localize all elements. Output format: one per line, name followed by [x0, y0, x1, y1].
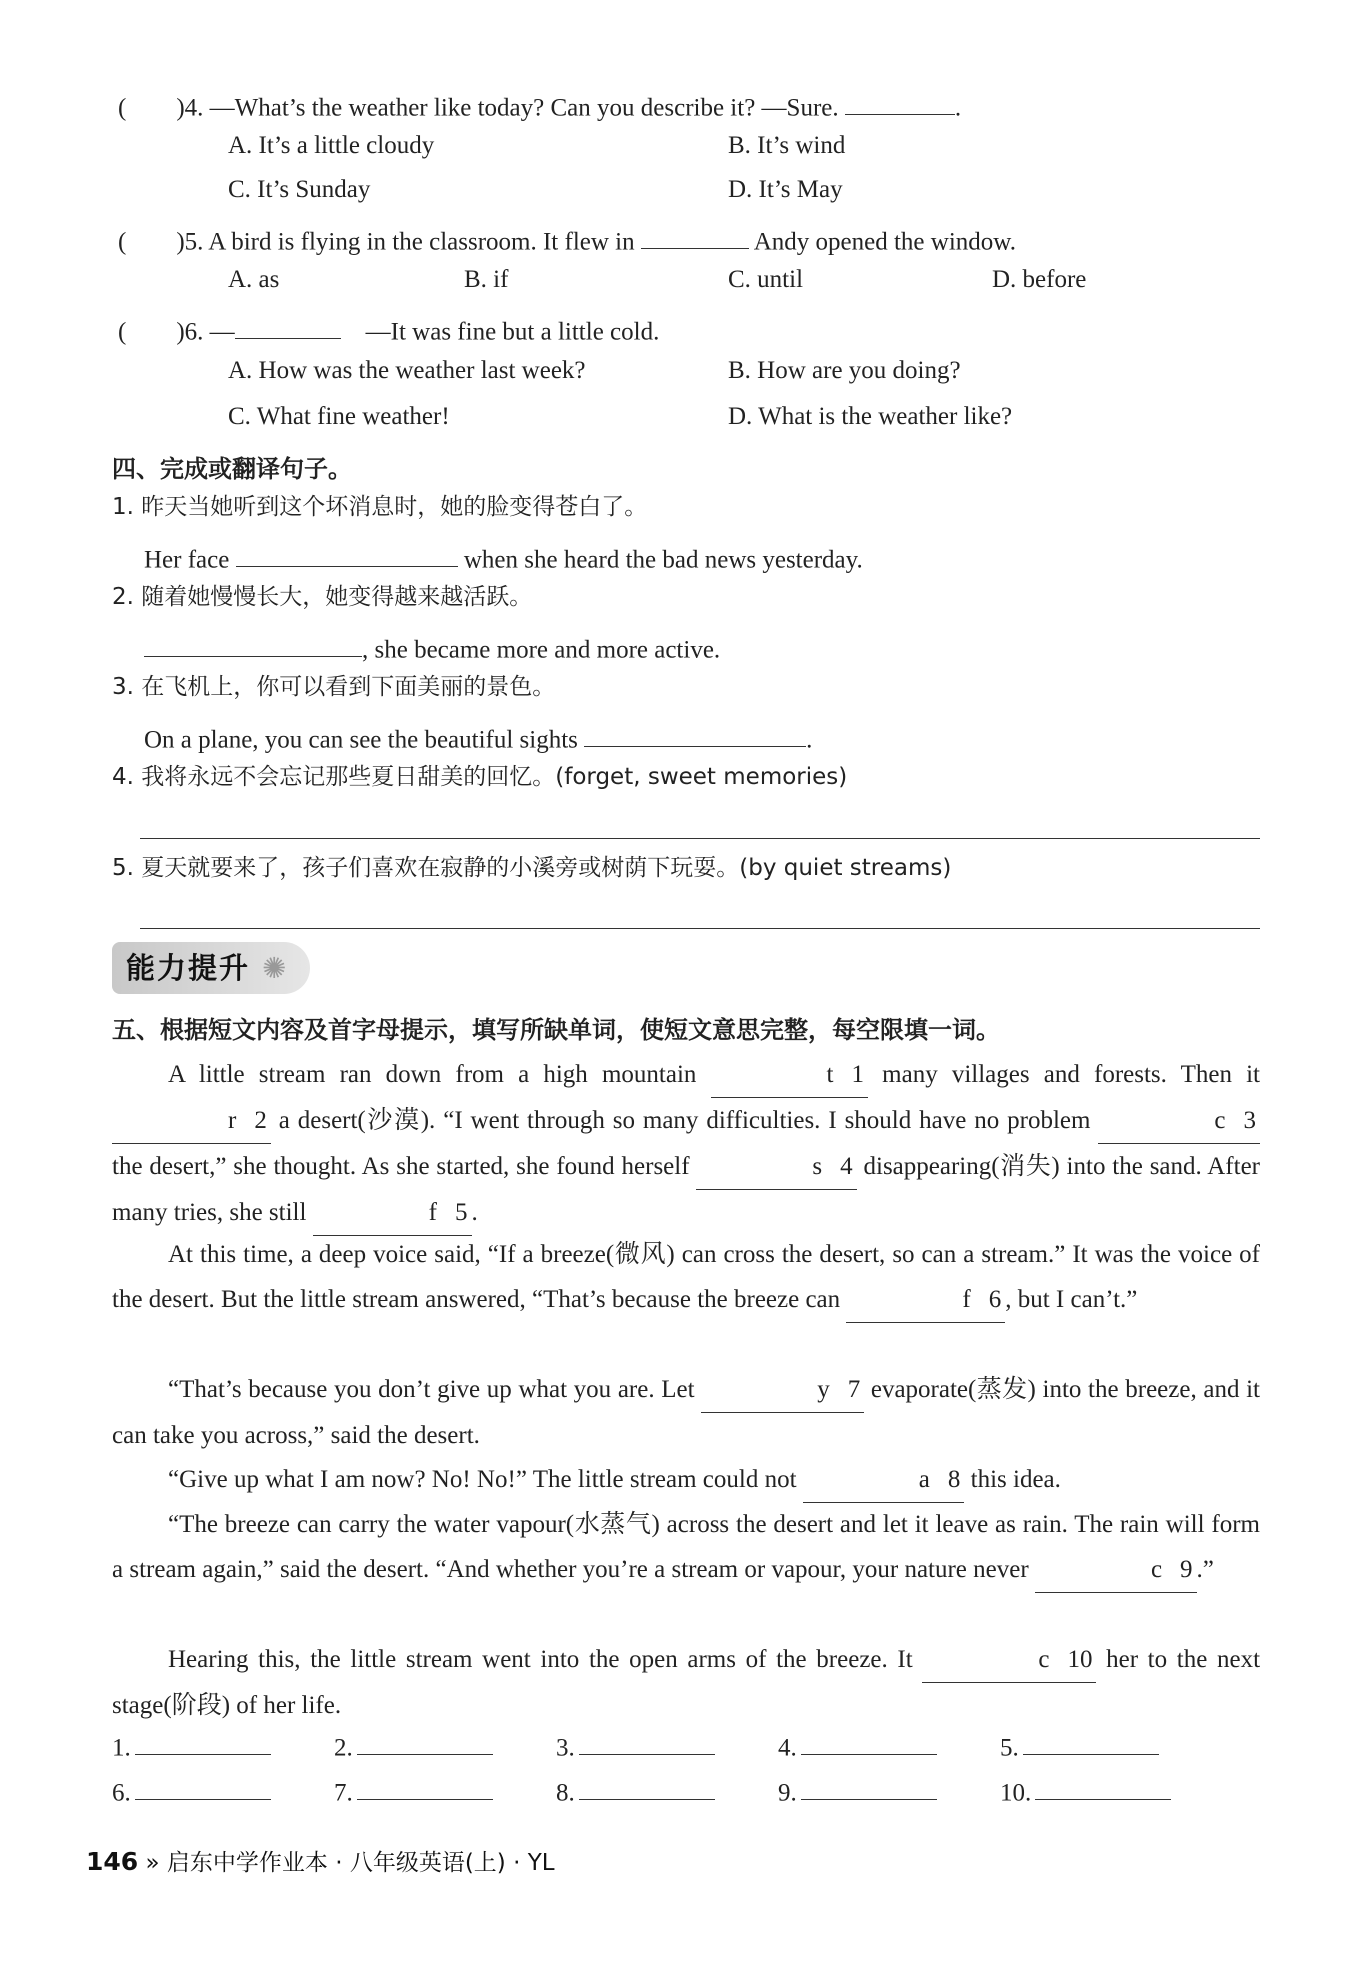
answer-blank[interactable] — [357, 1728, 493, 1755]
answer-blank[interactable] — [801, 1728, 937, 1755]
book-title: 启东中学作业本 · 八年级英语(上) · YL — [166, 1850, 555, 1876]
answer-slot — [556, 1728, 715, 1763]
answer-label: 9. — [778, 1779, 797, 1807]
initial-letter: f — [962, 1286, 971, 1313]
answer-slot — [112, 1773, 271, 1808]
question-6: ( )6. — —It was fine but a little cold. — [118, 312, 659, 347]
section-4-title: 四、完成或翻译句子。 — [112, 455, 352, 483]
answer-paren: ( — [118, 94, 127, 122]
answer-label: 2. — [334, 1734, 353, 1762]
answer-label: 4. — [778, 1734, 797, 1762]
initial-letter: c — [1214, 1107, 1226, 1134]
sentence-3-chinese: 3. 在飞机上，你可以看到下面美丽的景色。 — [112, 674, 556, 700]
option-d: D. before — [992, 266, 1087, 293]
option-a: A. It’s a little cloudy — [228, 132, 435, 159]
option-b: B. How are you doing? — [728, 357, 961, 384]
answer-slot — [1000, 1728, 1159, 1763]
cloze-blank-3[interactable] — [1098, 1098, 1260, 1144]
passage-paragraph-2: At this time, a deep voice said, “If a breeze(微风) can cross the desert, so can a stream.” It was the voice of the desert. But the little stream answered, “That’s because the breeze can f 6 , but I can’t.” — [112, 1232, 1260, 1323]
answer-line[interactable] — [140, 838, 1260, 839]
passage-paragraph-3: “That’s because you don’t give up what you are. Let y 7 evaporate(蒸发) into the breeze, and it can take you across,” said the desert. — [112, 1367, 1260, 1458]
blank-number: 7 — [847, 1376, 861, 1403]
answer-label: 8. — [556, 1779, 575, 1807]
answer-blank[interactable] — [235, 312, 341, 339]
answer-slot — [778, 1728, 937, 1763]
blank-number: 6 — [988, 1286, 1002, 1313]
answer-blank[interactable] — [135, 1773, 271, 1800]
answer-label: 7. — [334, 1779, 353, 1807]
option-c: C. What fine weather! — [228, 403, 450, 430]
question-5: ( )5. A bird is flying in the classroom. It flew in Andy opened the window. — [118, 222, 1016, 257]
sentence-1-chinese: 1. 昨天当她听到这个坏消息时，她的脸变得苍白了。 — [112, 494, 648, 520]
section-5-title: 五、根据短文内容及首字母提示，填写所缺单词，使短文意思完整，每空限填一词。 — [112, 1016, 1000, 1044]
sentence-2-english: , she became more and more active. — [144, 630, 720, 665]
option-a: A. How was the weather last week? — [228, 357, 586, 384]
answer-slot — [778, 1773, 937, 1808]
blank-number: 3 — [1243, 1107, 1256, 1134]
question-stem: )6. — — [176, 318, 235, 346]
answer-blank[interactable] — [801, 1773, 937, 1800]
answer-blank[interactable] — [135, 1728, 271, 1755]
question-stem: )4. —What’s the weather like today? Can you describe it? —Sure. — [176, 94, 839, 122]
cloze-blank-10[interactable] — [922, 1637, 1096, 1683]
option-c: C. It’s Sunday — [228, 176, 371, 203]
sentence-5-chinese: 5. 夏天就要来了，孩子们喜欢在寂静的小溪旁或树荫下玩耍。(by quiet streams) — [112, 855, 952, 881]
blank-number: 8 — [947, 1466, 961, 1493]
page-footer — [86, 1844, 555, 1877]
cloze-blank-6[interactable] — [846, 1277, 1005, 1323]
option-d: D. It’s May — [728, 176, 843, 203]
cloze-blank-2[interactable] — [112, 1098, 271, 1144]
double-chevron-icon: » — [145, 1850, 160, 1876]
answer-blank[interactable] — [1035, 1773, 1171, 1800]
answer-blank[interactable] — [641, 222, 749, 249]
initial-letter: c — [1150, 1556, 1163, 1583]
initial-letter: c — [1038, 1646, 1050, 1673]
passage-paragraph-4: “Give up what I am now? No! No!” The little stream could not a 8 this idea. — [112, 1457, 1260, 1503]
answer-blank[interactable] — [357, 1773, 493, 1800]
answer-slot — [334, 1773, 493, 1808]
option-a: A. as — [228, 266, 280, 293]
initial-letter: t — [826, 1061, 834, 1088]
cloze-blank-7[interactable] — [701, 1367, 864, 1413]
blank-number: 4 — [840, 1153, 853, 1180]
ability-badge: 能力提升 ✺ — [112, 942, 310, 994]
cloze-blank-4[interactable] — [696, 1144, 856, 1190]
blank-number: 10 — [1067, 1646, 1093, 1673]
answer-slot — [1000, 1773, 1171, 1808]
sentence-1-english: Her face when she heard the bad news yesterday. — [144, 540, 863, 575]
passage-paragraph-1: A little stream ran down from a high mountain t 1 many villages and forests. Then it r 2 a desert(沙漠). “I went through so many difficulties. I should have no problem c 3 the desert,” she thought. As she started, she found herself s 4 disappearing(消失) into the sand. After many tries, she still f 5 . — [112, 1052, 1260, 1236]
answer-label: 3. — [556, 1734, 575, 1762]
blank-number: 1 — [851, 1061, 864, 1088]
answer-slot — [334, 1728, 493, 1763]
question-stem: )5. A bird is flying in the classroom. It flew in — [176, 228, 635, 256]
blank-number: 2 — [254, 1107, 267, 1134]
sentence-2-chinese: 2. 随着她慢慢长大，她变得越来越活跃。 — [112, 584, 533, 610]
answer-blank[interactable] — [845, 88, 955, 115]
answer-blank[interactable] — [579, 1773, 715, 1800]
initial-letter: s — [812, 1153, 823, 1180]
sentence-3-english: On a plane, you can see the beautiful sights . — [144, 720, 812, 755]
blank-number: 5 — [455, 1199, 468, 1226]
cloze-blank-9[interactable] — [1035, 1547, 1197, 1593]
passage-paragraph-5: “The breeze can carry the water vapour(水蒸气) across the desert and let it leave as rain. The rain will form a stream again,” said the desert. “And whether you’re a stream or vapour, your nature never c 9 .” — [112, 1502, 1260, 1593]
initial-letter: f — [428, 1199, 437, 1226]
option-c: C. until — [728, 266, 804, 293]
answer-label: 10. — [1000, 1779, 1032, 1807]
cloze-blank-1[interactable] — [711, 1052, 868, 1098]
answer-blank[interactable] — [144, 630, 362, 657]
page-number: 146 — [86, 1847, 139, 1876]
initial-letter: a — [918, 1466, 930, 1493]
answer-label: 1. — [112, 1734, 131, 1762]
lightbulb-icon: ✺ — [262, 951, 289, 985]
answer-label: 5. — [1000, 1734, 1019, 1762]
answer-blank[interactable] — [236, 540, 458, 567]
answer-blank[interactable] — [1023, 1728, 1159, 1755]
answer-blank[interactable] — [579, 1728, 715, 1755]
option-b: B. if — [464, 266, 509, 293]
answer-line[interactable] — [140, 928, 1260, 929]
answer-label: 6. — [112, 1779, 131, 1807]
answer-slot — [112, 1728, 271, 1763]
cloze-blank-5[interactable] — [313, 1190, 472, 1236]
question-4: ( )4. —What’s the weather like today? Can you describe it? —Sure. . — [118, 88, 961, 123]
initial-letter: y — [817, 1376, 830, 1403]
answer-blank[interactable] — [584, 720, 806, 747]
sentence-4-chinese: 4. 我将永远不会忘记那些夏日甜美的回忆。(forget, sweet memories) — [112, 764, 848, 790]
option-d: D. What is the weather like? — [728, 403, 1013, 430]
passage-paragraph-6: Hearing this, the little stream went into the open arms of the breeze. It c 10 her to the next stage(阶段) of her life. — [112, 1637, 1260, 1728]
initial-letter: r — [228, 1107, 237, 1134]
answer-slot — [556, 1773, 715, 1808]
option-b: B. It’s wind — [728, 132, 846, 159]
blank-number: 9 — [1180, 1556, 1193, 1583]
cloze-blank-8[interactable] — [803, 1457, 965, 1503]
